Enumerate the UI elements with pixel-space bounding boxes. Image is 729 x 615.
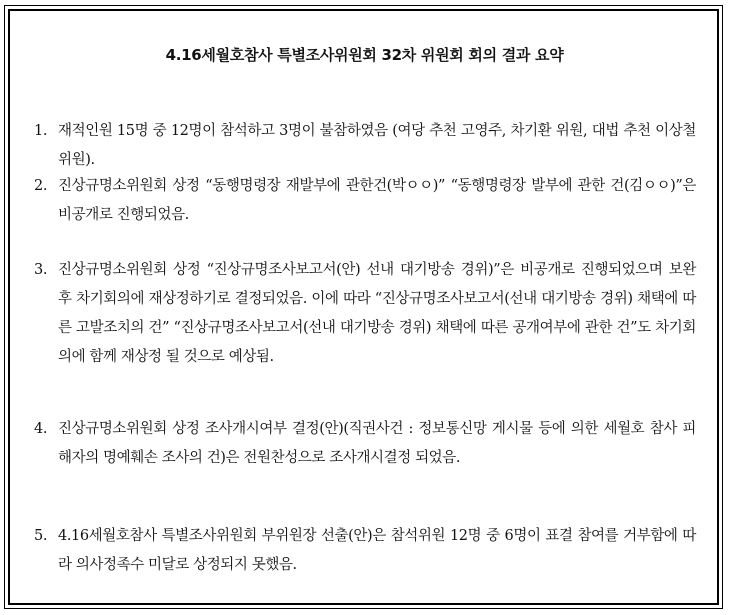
summary-item-5 <box>34 522 696 580</box>
summary-item-1 <box>34 117 696 175</box>
item-text: 4.16세월호참사 특별조사위원회 부위원장 선출(안)은 참석위원 12명 중 6명이 표결 참여를 거부함에 따라 의사정족수 미달로 상정되지 못했음. <box>58 528 696 573</box>
item-text: 진상규명소위원회 상정 조사개시여부 결정(안)(직권사건 : 정보통신망 게시물 등에 의한 세월호 참사 피해자의 명예훼손 조사의 건)은 전원찬성으로 조사개시결정 되었음. <box>58 421 696 466</box>
item-text: 진상규명소위원회 상정 “진상규명조사보고서(안) 선내 대기방송 경위)”은 비공개로 진행되었으며 보완 후 차기회의에 재상정하기로 결정되었음. 이에 따라 “진상규명조사보고서(선내 대기방송 경위) 채택에 따른 고발조치의 건” “진상규명조사보고서(선내 대기방송 경위) 채택에 따른 공개여부에 관한 건”도 차기회의에 함께 재상정 될 것으로 예상됨. <box>58 262 696 365</box>
item-number: 1. <box>34 123 48 139</box>
item-text: 재적인원 15명 중 12명이 참석하고 3명이 불참하였음 (여당 추천 고영주, 차기환 위원, 대법 추천 이상철 위원). <box>58 123 696 168</box>
item-number: 4. <box>34 421 48 437</box>
item-number: 2. <box>34 178 48 194</box>
item-number: 3. <box>34 262 48 278</box>
document-title: 4.16세월호참사 특별조사위원회 32차 위원회 회의 결과 요약 <box>165 46 564 64</box>
item-text: 진상규명소위원회 상정 “동행명령장 재발부에 관한건(박ㅇㅇ)” “동행명령장 발부에 관한 건(김ㅇㅇ)”은 비공개로 진행되었음. <box>58 178 696 223</box>
summary-item-2 <box>34 172 696 230</box>
summary-item-3 <box>34 256 696 372</box>
summary-item-4 <box>34 415 696 473</box>
item-number: 5. <box>34 528 48 544</box>
